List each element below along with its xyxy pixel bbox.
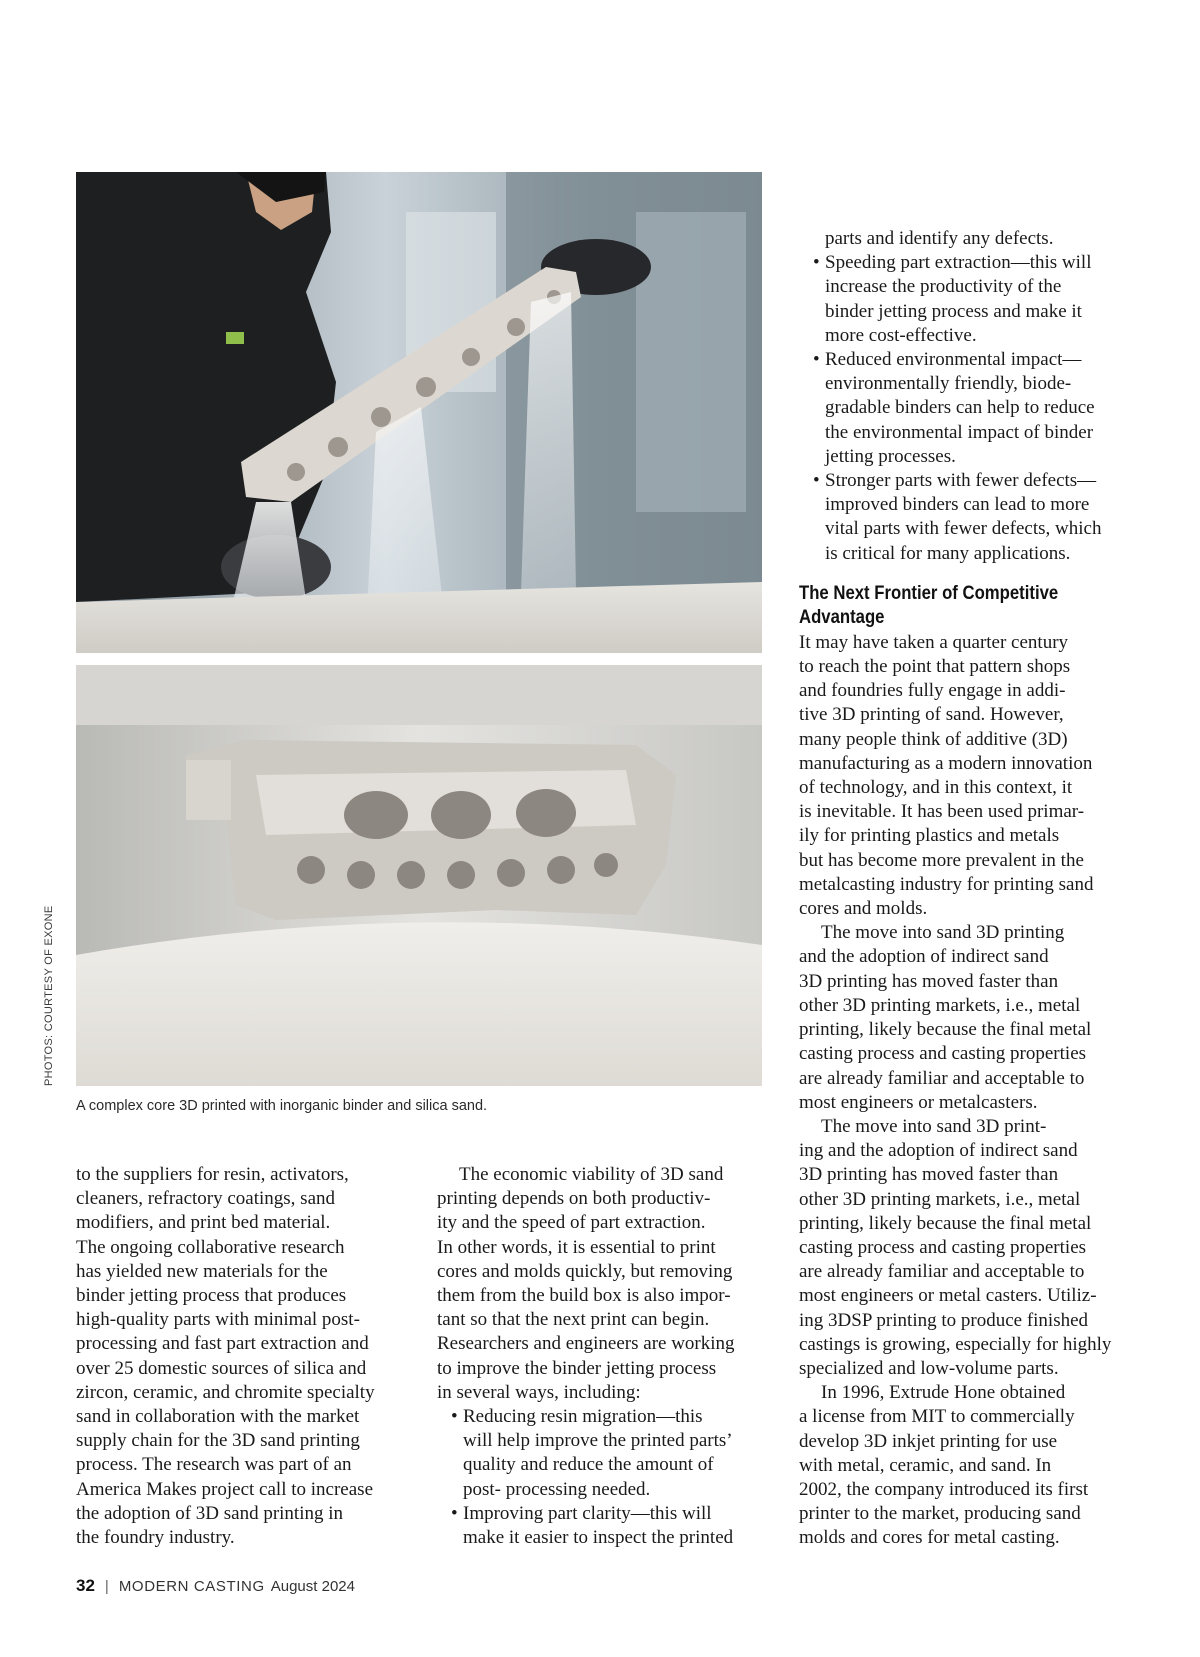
photo-caption: A complex core 3D printed with inorganic binder and silica sand. bbox=[76, 1098, 488, 1114]
bullet-line: • Reduced environmental impact— bbox=[799, 348, 1129, 372]
text-line: castings is growing, especially for highly bbox=[799, 1333, 1112, 1355]
text-line: casting process and casting properties bbox=[799, 1236, 1087, 1258]
text-line: are already familiar and acceptable to bbox=[799, 1067, 1085, 1089]
text-line: and foundries fully engage in addi- bbox=[799, 680, 1066, 702]
text-line: printer to the market, producing sand bbox=[799, 1503, 1081, 1525]
text-line: ing and the adoption of indirect sand bbox=[799, 1140, 1078, 1162]
text-line: 2002, the company introduced its first bbox=[799, 1478, 1089, 1500]
left-column bbox=[76, 1163, 406, 1550]
text-line: ily for printing plastics and metals bbox=[799, 825, 1060, 847]
text-line: but has become more prevalent in the bbox=[799, 849, 1084, 871]
text-line: sand in collaboration with the market bbox=[76, 1406, 360, 1428]
subhead-line: The Next Frontier of Competitive bbox=[799, 582, 1059, 604]
bullet-line: vital parts with fewer defects, which bbox=[825, 518, 1102, 540]
text-line: high-quality parts with minimal post- bbox=[76, 1309, 360, 1331]
subhead-line: Advantage bbox=[799, 606, 885, 628]
bullet-line: will help improve the printed parts’ bbox=[463, 1430, 733, 1452]
text-line: of technology, and in this context, it bbox=[799, 777, 1073, 799]
text-line: ity and the speed of part extraction. bbox=[437, 1212, 706, 1234]
text-line: binder jetting process that produces bbox=[76, 1285, 347, 1307]
text-line: zircon, ceramic, and chromite specialty bbox=[76, 1381, 375, 1403]
bullet-line: increase the productivity of the bbox=[825, 276, 1062, 298]
text-line: printing depends on both productiv- bbox=[437, 1188, 711, 1210]
text-line: Researchers and engineers are working bbox=[437, 1333, 735, 1355]
text-line: molds and cores for metal casting. bbox=[799, 1527, 1060, 1549]
bullet-line: • Improving part clarity—this will bbox=[437, 1502, 767, 1526]
bullet-line: environmentally friendly, biode- bbox=[825, 373, 1072, 395]
text-line: the foundry industry. bbox=[76, 1527, 235, 1549]
text-line: the adoption of 3D sand printing in bbox=[76, 1502, 344, 1524]
text-line: has yielded new materials for the bbox=[76, 1260, 328, 1282]
bullet-line: more cost-effective. bbox=[825, 324, 977, 346]
bullet-line: gradable binders can help to reduce bbox=[825, 397, 1095, 419]
bullet-line: make it easier to inspect the printed bbox=[463, 1527, 734, 1549]
text-line: The move into sand 3D print- bbox=[821, 1115, 1047, 1137]
text-line: develop 3D inkjet printing for use bbox=[799, 1430, 1058, 1452]
text-line: tant so that the next print can begin. bbox=[437, 1309, 710, 1331]
magazine-name: MODERN CASTING bbox=[118, 1578, 265, 1595]
top-photo-illustration bbox=[76, 172, 762, 653]
text-line: other 3D printing markets, i.e., metal bbox=[799, 1188, 1081, 1210]
text-line: modifiers, and print bed material. bbox=[76, 1212, 331, 1234]
middle-column bbox=[437, 1163, 767, 1550]
bullet-line: parts and identify any defects. bbox=[825, 228, 1054, 249]
text-line: printing, likely because the final metal bbox=[799, 1019, 1092, 1041]
text-line: most engineers or metal casters. Utiliz- bbox=[799, 1285, 1097, 1307]
text-line: casting process and casting properties bbox=[799, 1043, 1087, 1065]
bullet-line: is critical for many applications. bbox=[825, 542, 1071, 564]
bullet-line: improved binders can lead to more bbox=[825, 494, 1090, 516]
text-line: supply chain for the 3D sand printing bbox=[76, 1430, 360, 1452]
text-line: specialized and low-volume parts. bbox=[799, 1357, 1059, 1379]
section-subhead bbox=[799, 582, 1125, 630]
text-line: cleaners, refractory coatings, sand bbox=[76, 1188, 336, 1210]
bullet-line: jetting processes. bbox=[825, 445, 956, 467]
text-line: them from the build box is also impor- bbox=[437, 1285, 731, 1307]
text-line: and the adoption of indirect sand bbox=[799, 946, 1049, 968]
photo-credit: PHOTOS: COURTESY OF EXONE bbox=[43, 905, 55, 1086]
text-line: is inevitable. It has been used primar- bbox=[799, 801, 1085, 823]
text-line: The ongoing collaborative research bbox=[76, 1236, 345, 1258]
bottom-photo-illustration bbox=[76, 665, 762, 1086]
text-line: The move into sand 3D printing bbox=[821, 922, 1065, 944]
bullet-line: binder jetting process and make it bbox=[825, 300, 1082, 322]
bullet-line: • Speeding part extraction—this will bbox=[799, 251, 1129, 275]
issue-date: August 2024 bbox=[270, 1578, 355, 1595]
bullet-line: post- processing needed. bbox=[463, 1478, 651, 1500]
page-footer bbox=[76, 1576, 355, 1596]
bullet-line: • Stronger parts with fewer defects— bbox=[799, 469, 1129, 493]
text-line: most engineers or metalcasters. bbox=[799, 1091, 1038, 1113]
text-line: ing 3DSP printing to produce finished bbox=[799, 1309, 1089, 1331]
text-line: to the suppliers for resin, activators, bbox=[76, 1164, 349, 1185]
text-line: process. The research was part of an bbox=[76, 1454, 352, 1476]
footer-separator: | bbox=[104, 1578, 109, 1595]
text-line: with metal, ceramic, and sand. In bbox=[799, 1454, 1052, 1476]
text-line: It may have taken a quarter century bbox=[799, 631, 1069, 653]
text-line: are already familiar and acceptable to bbox=[799, 1261, 1085, 1283]
text-line: In other words, it is essential to print bbox=[437, 1236, 716, 1258]
text-line: to improve the binder jetting process bbox=[437, 1357, 717, 1379]
text-line: In 1996, Extrude Hone obtained bbox=[821, 1382, 1066, 1404]
text-line: metalcasting industry for printing sand bbox=[799, 873, 1094, 895]
bullet-line: the environmental impact of binder bbox=[825, 421, 1094, 443]
top-photo bbox=[76, 172, 762, 653]
page-number: 32 bbox=[76, 1576, 95, 1595]
text-line: other 3D printing markets, i.e., metal bbox=[799, 994, 1081, 1016]
bullet-line: • Reducing resin migration—this bbox=[437, 1405, 767, 1429]
right-column bbox=[799, 227, 1129, 1551]
text-line: manufacturing as a modern innovation bbox=[799, 752, 1093, 774]
text-line: The economic viability of 3D sand bbox=[459, 1164, 724, 1185]
text-line: 3D printing has moved faster than bbox=[799, 1164, 1059, 1186]
text-line: over 25 domestic sources of silica and bbox=[76, 1357, 367, 1379]
text-line: cores and molds quickly, but removing bbox=[437, 1260, 733, 1282]
bottom-photo bbox=[76, 665, 762, 1086]
text-line: printing, likely because the final metal bbox=[799, 1212, 1092, 1234]
text-line: a license from MIT to commercially bbox=[799, 1406, 1075, 1428]
text-line: America Makes project call to increase bbox=[76, 1478, 373, 1500]
text-line: tive 3D printing of sand. However, bbox=[799, 704, 1064, 726]
text-line: to reach the point that pattern shops bbox=[799, 656, 1071, 678]
text-line: many people think of additive (3D) bbox=[799, 728, 1068, 750]
text-line: cores and molds. bbox=[799, 898, 928, 920]
text-line: in several ways, including: bbox=[437, 1381, 641, 1403]
text-line: 3D printing has moved faster than bbox=[799, 970, 1059, 992]
text-line: processing and fast part extraction and bbox=[76, 1333, 369, 1355]
bullet-line: quality and reduce the amount of bbox=[463, 1454, 714, 1476]
